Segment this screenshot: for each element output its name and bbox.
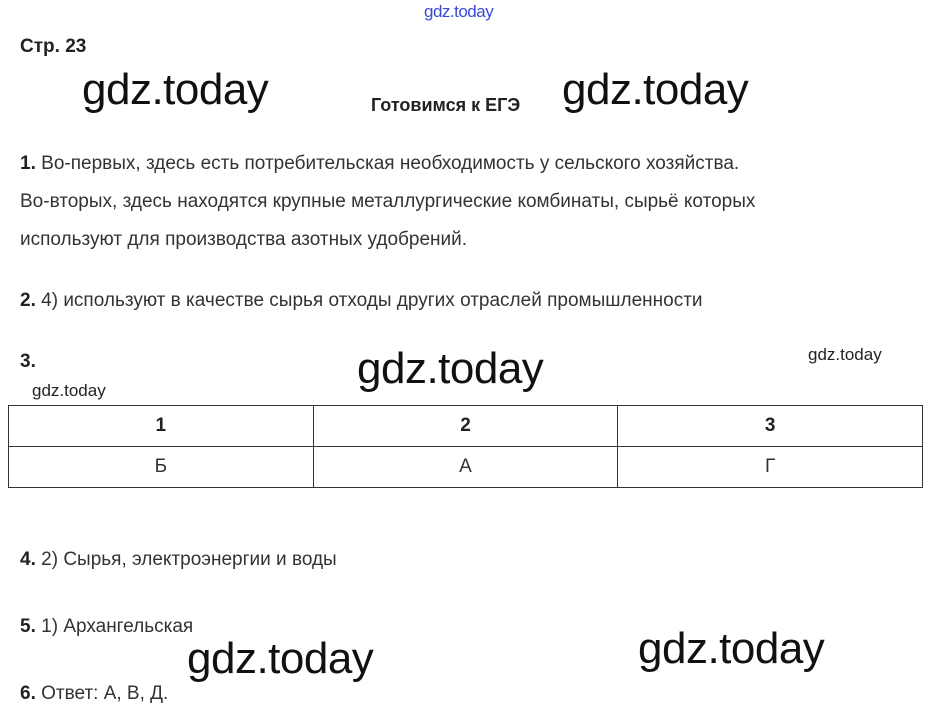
- answer-number: 5.: [20, 616, 36, 637]
- answer-1-line-1: [20, 145, 755, 183]
- answer-text: Ответ: А, В, Д.: [41, 683, 169, 704]
- answer-text: 1) Архангельская: [41, 616, 194, 637]
- answer-1-line-3: используют для производства азотных удобрений.: [20, 229, 468, 250]
- table-header-cell: 2: [313, 406, 618, 447]
- answer-6: [20, 675, 168, 713]
- answer-text: Во-первых, здесь есть потребительская необходимость у сельского хозяйства.: [41, 153, 740, 174]
- table-row: [9, 447, 923, 488]
- answer-2: [20, 282, 703, 320]
- answer-1: [20, 145, 755, 259]
- watermark-large: gdz.today: [357, 344, 544, 393]
- watermark-small: gdz.today: [808, 345, 882, 364]
- answer-number: 2.: [20, 290, 36, 311]
- answer-1-line-2: Во-вторых, здесь находятся крупные металлургические комбинаты, сырьё которых: [20, 191, 756, 212]
- page-label: Стр. 23: [20, 36, 87, 57]
- table-header-row: [9, 406, 923, 447]
- watermark-large: gdz.today: [187, 634, 374, 683]
- table-header-cell: 3: [618, 406, 923, 447]
- table-header-cell: 1: [9, 406, 314, 447]
- table-cell: Г: [618, 447, 923, 488]
- answer-number: 4.: [20, 549, 36, 570]
- answer-4: [20, 541, 337, 579]
- table-cell: Б: [9, 447, 314, 488]
- answer-text: 2) Сырья, электроэнергии и воды: [41, 549, 337, 570]
- answer-5: [20, 608, 193, 646]
- watermark-small: gdz.today: [32, 381, 106, 400]
- answer-text: 4) используют в качестве сырья отходы других отраслей промышленности: [41, 290, 703, 311]
- answer-number: 6.: [20, 683, 36, 704]
- answer-number: 1.: [20, 153, 36, 174]
- answer-number: 3.: [20, 351, 36, 372]
- watermark-large: gdz.today: [82, 65, 269, 114]
- section-title: Готовимся к ЕГЭ: [371, 95, 521, 115]
- watermark-top: gdz.today: [424, 2, 494, 21]
- watermark-large: gdz.today: [638, 624, 825, 673]
- table-cell: А: [313, 447, 618, 488]
- answer-3: [20, 343, 36, 381]
- watermark-large: gdz.today: [562, 65, 749, 114]
- answer-3-table: [8, 405, 923, 488]
